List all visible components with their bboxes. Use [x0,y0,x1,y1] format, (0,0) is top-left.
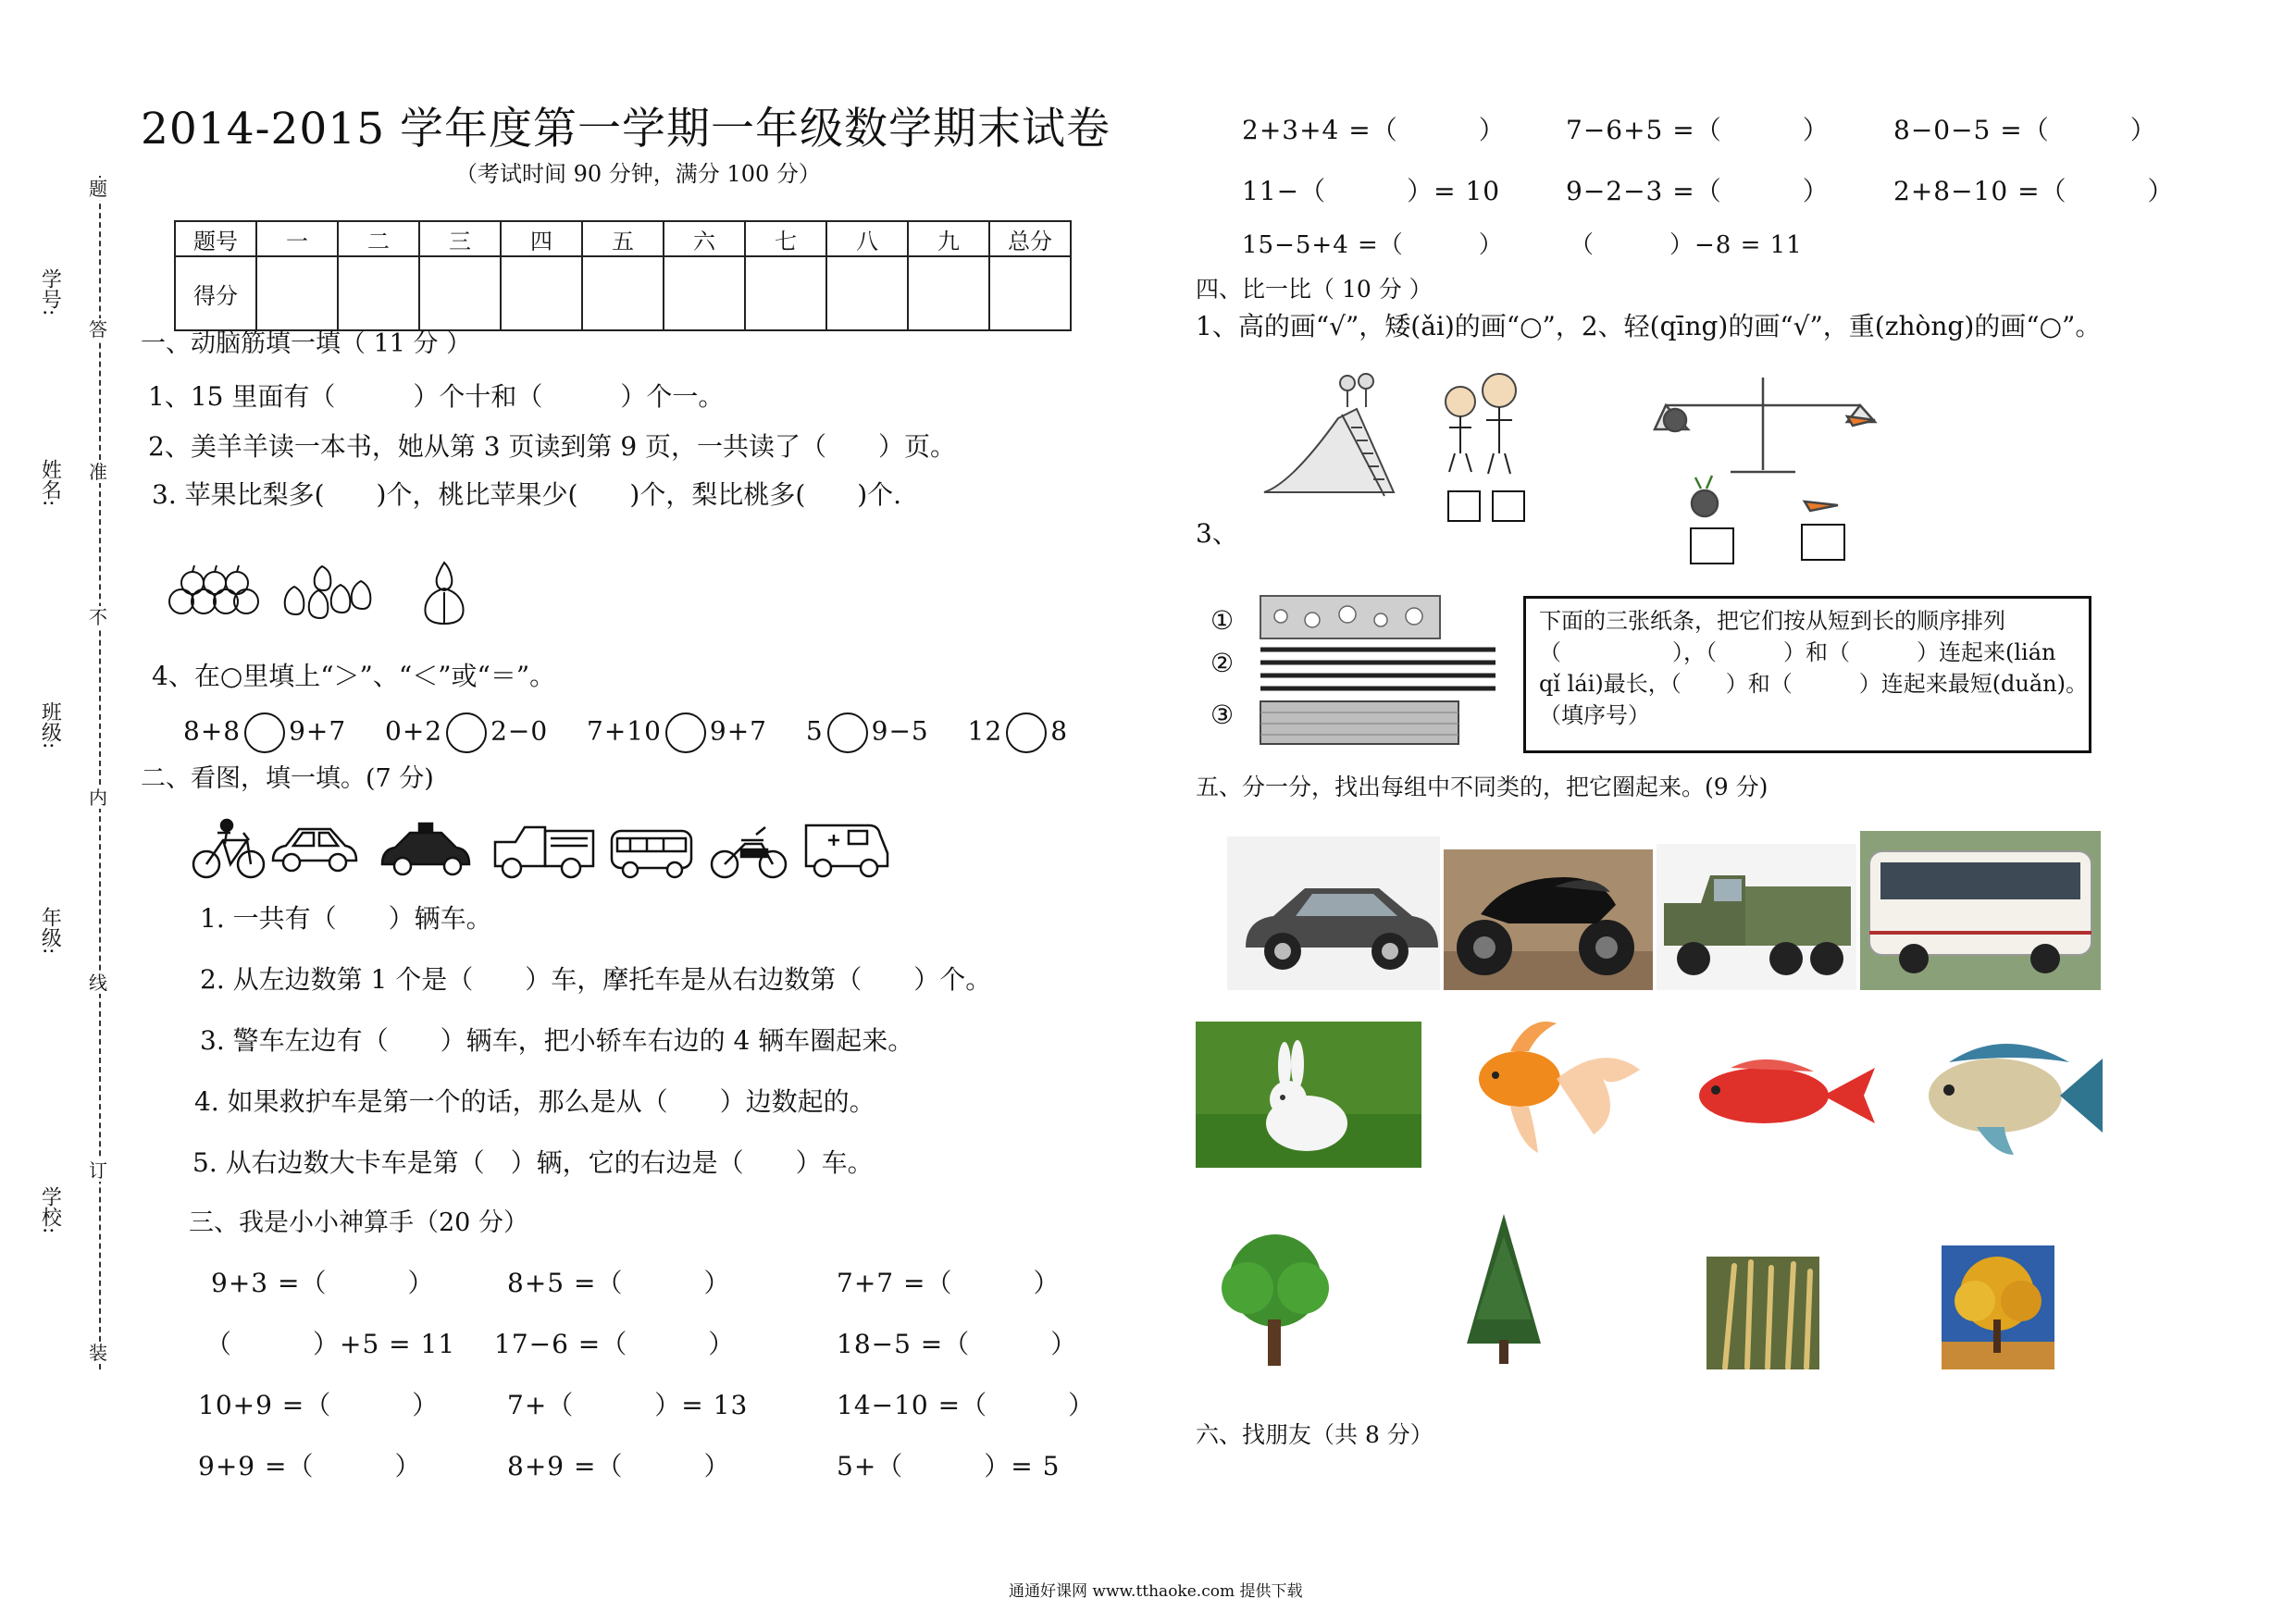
radish-icon [1692,490,1718,516]
page-title: 2014-2015 学年度第一学期一年级数学期末试卷 [141,104,1111,155]
score-row-label: 得分 [175,256,256,330]
compare-right: 2−0 [490,715,549,747]
score-input-cell[interactable] [256,256,338,330]
compare-right: 9+7 [709,715,767,747]
score-input-cell[interactable] [826,256,908,330]
compare-left: 5 [805,715,824,747]
calc-item: 2+3+4 =（ ） [1242,115,1506,145]
section3-title: 三、我是小小神算手（20 分） [189,1208,528,1237]
score-header-cell: 总分 [989,221,1071,256]
compare-left: 7+10 [587,715,662,747]
compare-row [183,712,1068,753]
apple-icon-group [169,565,258,613]
section1-title: 一、动脑筋填一填（ 11 分 ） [141,329,472,358]
vehicles-illustration [190,812,902,886]
paper-strips-illustration [1259,592,1499,750]
calc-item: 8−0−5 =（ ） [1893,115,2157,145]
calc-item: （ ）+5 = 11 [205,1329,456,1359]
compare-circle[interactable] [665,712,706,753]
blue-fish-photo[interactable] [1912,1025,2108,1162]
compare-circle[interactable] [446,712,487,753]
slide-children-illustration [1259,363,1527,502]
sidebar-label-grade: 年级: [38,907,62,955]
section1-q2: 2、美羊羊读一本书，她从第 3 页读到第 9 页，一共读了（ ）页。 [148,431,957,462]
section2-q1: 1. 一共有（ ）辆车。 [200,903,492,934]
seal-char: 答 [89,318,107,341]
score-input-cell[interactable] [989,256,1071,330]
section2-q3: 3. 警车左边有（ ）辆车，把小轿车右边的 4 辆车圈起来。 [200,1025,914,1056]
calc-item: 9+9 =（ ） [198,1451,422,1481]
section2-title: 二、看图，填一填。(7 分) [141,764,434,793]
paper-strip-3 [1260,701,1458,744]
calc-item: 7+7 =（ ） [837,1268,1061,1298]
section2-q5: 5. 从右边数大卡车是第（ ）辆，它的右边是（ ）车。 [192,1147,874,1178]
balance-scale-illustration [1647,368,1879,535]
section4-title: 四、比一比（ 10 分 ） [1196,276,1433,303]
seal-char: 线 [89,972,107,994]
sidebar-label-school: 学校: [38,1186,62,1234]
compare-left: 12 [967,715,1003,747]
seal-char: 装 [89,1342,107,1364]
peach-icon-group [425,563,463,624]
sidebar-label-class: 班级: [38,701,62,750]
score-header-cell: 四 [501,221,582,256]
calc-item: 10+9 =（ ） [198,1390,440,1420]
seal-char: 不 [89,606,107,628]
carrot-icon [1805,502,1838,511]
answer-box[interactable] [1447,490,1481,522]
score-table [174,220,1072,331]
section6-title: 六、找朋友（共 8 分） [1196,1421,1433,1448]
answer-box[interactable] [1690,527,1734,564]
bus-photo[interactable] [1860,831,2101,990]
calc-item: 2+8−10 =（ ） [1893,176,2175,206]
instruction-box [1523,596,2091,753]
page-subtitle: （考试时间 90 分钟，满分 100 分） [455,161,821,187]
leafy-tree-photo[interactable] [1207,1231,1342,1369]
bus-icon [612,831,691,877]
section1-q1: 1、15 里面有（ ）个十和（ ）个一。 [148,381,725,412]
footer-text: 通通好课网 www.tthaoke.com 提供下载 [1009,1582,1303,1601]
children-icon [1446,374,1516,474]
truck-icon [495,827,593,877]
section2-q2: 2. 从左边数第 1 个是（ ）车，摩托车是从右边数第（ ）个。 [200,964,992,995]
score-header-cell: 题号 [175,221,256,256]
score-input-cell[interactable] [908,256,989,330]
score-input-cell[interactable] [419,256,501,330]
score-header-cell: 三 [419,221,501,256]
compare-circle[interactable] [827,712,868,753]
calc-item: 14−10 =（ ） [837,1390,1096,1420]
pear-icon-group [285,566,371,618]
strip-label: ① [1210,605,1235,636]
compare-right: 8 [1050,715,1069,747]
rabbit-photo[interactable] [1196,1022,1421,1168]
calc-item: 7+（ ）= 13 [507,1390,749,1420]
instruction-line: （ ），（ ）和（ ）连起来(lián [1539,639,2056,665]
seal-char: 内 [89,787,107,809]
red-fish-photo[interactable] [1675,1020,1884,1168]
calc-item: 8+9 =（ ） [507,1451,731,1481]
radish-icon [1664,409,1686,431]
police-car-icon [382,824,469,874]
compare-left: 0+2 [385,715,443,747]
score-header-cell: 五 [582,221,664,256]
compare-circle[interactable] [1006,712,1047,753]
section1-q3: 3. 苹果比梨多( )个，桃比苹果少( )个，梨比桃多( )个. [152,479,902,510]
wheat-photo[interactable] [1706,1257,1819,1369]
goldfish-photo[interactable] [1455,1014,1649,1157]
seal-char: 订 [89,1159,107,1182]
motorbike-photo[interactable] [1444,849,1653,990]
calc-item: 17−6 =（ ） [494,1329,736,1359]
fruit-illustration [167,553,500,627]
section4-q3-label: 3、 [1196,518,1238,549]
score-input-cell[interactable] [501,256,582,330]
paper-strip-2 [1260,650,1496,688]
calc-item: 18−5 =（ ） [837,1329,1078,1359]
compare-right: 9−5 [871,715,929,747]
ambulance-icon [806,825,887,876]
seal-char: 题 [89,178,107,200]
instruction-line: （填序号） [1539,702,1650,728]
score-input-cell[interactable] [745,256,826,330]
score-header-cell: 六 [664,221,745,256]
bicycle-icon [193,820,264,877]
motorcycle-icon [712,827,786,877]
strip-label: ③ [1210,700,1235,730]
score-header-cell: 一 [256,221,338,256]
score-header-cell: 二 [338,221,419,256]
calc-item: （ ）−8 = 11 [1570,231,1803,259]
score-input-cell[interactable] [664,256,745,330]
binding-line [99,176,101,1369]
calc-item: 7−6+5 =（ ） [1566,115,1830,145]
section2-q4: 4. 如果救护车是第一个的话，那么是从（ ）边数起的。 [194,1086,875,1117]
section1-q4: 4、在○里填上“＞”、“＜”或“＝”。 [152,661,556,691]
compare-right: 9+7 [289,715,347,747]
instruction-line: 下面的三张纸条，把它们按从短到长的顺序排列 [1539,608,2005,634]
car-icon [273,829,356,871]
suv-photo[interactable] [1227,836,1440,990]
compare-left: 8+8 [183,715,242,747]
calc-item: 9+3 =（ ） [211,1268,435,1298]
score-header-cell: 八 [826,221,908,256]
section5-title: 五、分一分，找出每组中不同类的，把它圈起来。(9 分) [1196,774,1769,800]
score-header-cell: 九 [908,221,989,256]
compare-circle[interactable] [244,712,285,753]
pine-tree-photo[interactable] [1458,1208,1549,1366]
sidebar-label-student-id: 学号: [38,268,62,316]
calc-item: 11−（ ）= 10 [1242,176,1501,206]
calc-item: 9−2−3 =（ ） [1566,176,1830,206]
calc-item: 15−5+4 =（ ） [1242,231,1504,259]
sidebar-label-name: 姓名: [38,459,62,507]
answer-box[interactable] [1492,490,1525,522]
calc-item: 5+（ ）= 5 [837,1451,1061,1481]
seal-char: 准 [89,461,107,483]
score-input-cell[interactable] [338,256,419,330]
autumn-tree-photo[interactable] [1942,1245,2054,1369]
military-truck-photo[interactable] [1657,844,1856,990]
answer-box[interactable] [1801,524,1845,561]
strip-label: ② [1210,648,1235,678]
score-header-cell: 七 [745,221,826,256]
score-input-cell[interactable] [582,256,664,330]
section4-q1: 1、高的画“√”，矮(ǎi)的画“○”，2、轻(qīng)的画“√”，重(zhòng)的画“○”。 [1196,311,2102,341]
instruction-line: qǐ lái)最长，（ ）和（ ）连起来最短(duǎn)。 [1539,671,2089,697]
calc-item: 8+5 =（ ） [507,1268,731,1298]
